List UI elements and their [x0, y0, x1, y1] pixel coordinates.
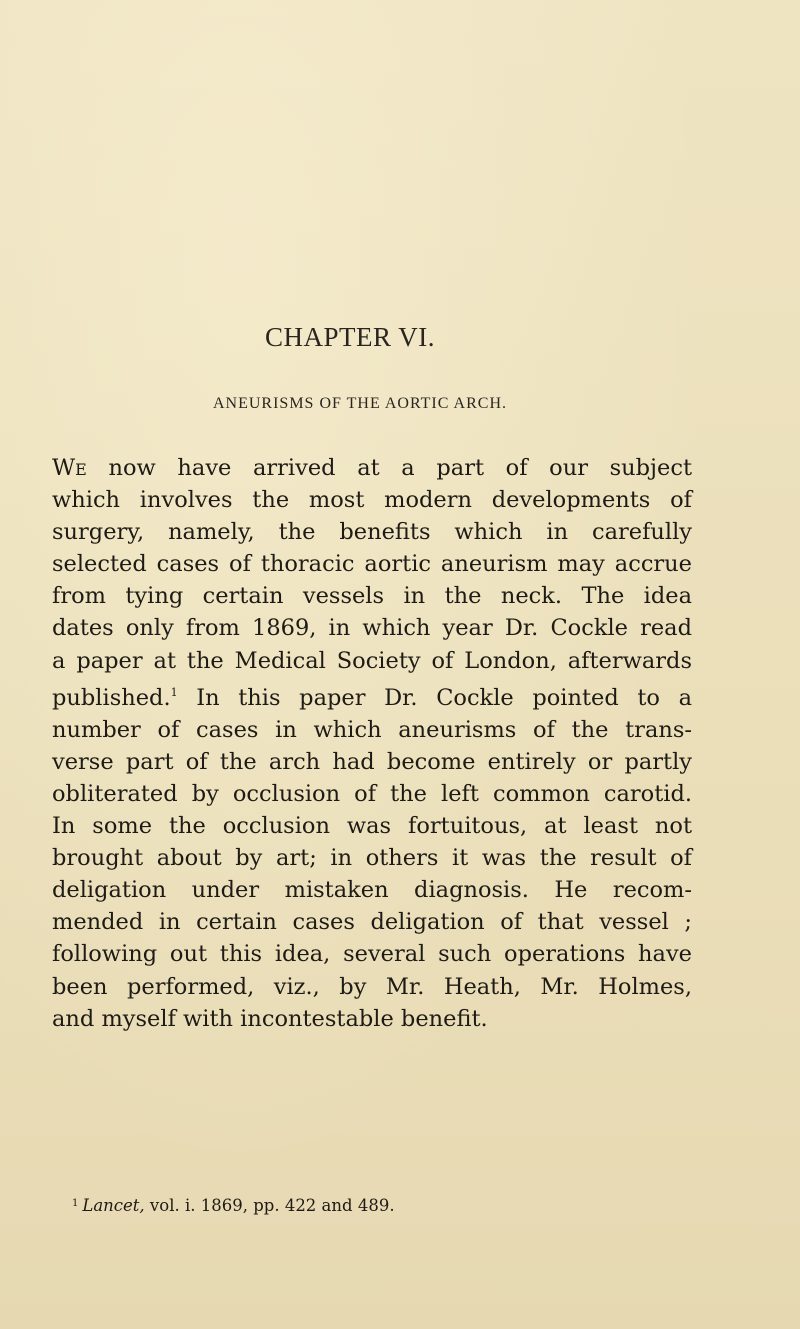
- text-line: In some the occlusion was fortuitous, at least not: [52, 813, 692, 840]
- footnote-text: vol. i. 1869, pp. 422 and 489.: [144, 1196, 395, 1215]
- text-line: published.$^1$ In this paper Dr. Cockle pointed to a: [52, 684, 692, 711]
- body-paragraph: [52, 452, 692, 1035]
- footnote-source: Lancet,: [82, 1196, 145, 1215]
- text-line: We now have arrived at a part of our subject: [52, 455, 692, 481]
- text-line: from tying certain vessels in the neck. The idea: [52, 583, 692, 610]
- text-line: a paper at the Medical Society of London, afterwards: [52, 647, 692, 674]
- text-line: which involves the most modern developments of: [52, 487, 692, 514]
- chapter-title: CHAPTER VI.: [264, 322, 436, 352]
- footnote: [72, 1196, 395, 1215]
- text-line: and myself with incontestable benefit.: [52, 1005, 488, 1032]
- text-line: obliterated by occlusion of the left common carotid.: [52, 780, 692, 807]
- chapter-subtitle: ANEURISMS OF THE AORTIC ARCH.: [212, 395, 507, 412]
- first-word: We: [52, 455, 87, 481]
- footnote-reference: 1: [170, 685, 178, 699]
- text-line: verse part of the arch had become entirely or partly: [52, 748, 692, 775]
- footnote-marker: 1: [72, 1198, 79, 1209]
- text-line: mended in certain cases deligation of that vessel ;: [52, 909, 692, 936]
- text-line: deligation under mistaken diagnosis. He recom-: [52, 877, 692, 904]
- text-line: surgery, namely, the benefits which in carefully: [52, 519, 692, 546]
- text-line: dates only from 1869, in which year Dr. Cockle read: [52, 615, 692, 642]
- text-line: following out this idea, several such operations have: [52, 941, 692, 968]
- text-line: selected cases of thoracic aortic aneurism may accrue: [52, 551, 692, 578]
- text-line: number of cases in which aneurisms of the trans-: [52, 716, 692, 743]
- text-line: been performed, viz., by Mr. Heath, Mr. Holmes,: [52, 973, 692, 1000]
- text-line: brought about by art; in others it was the result of: [52, 845, 692, 872]
